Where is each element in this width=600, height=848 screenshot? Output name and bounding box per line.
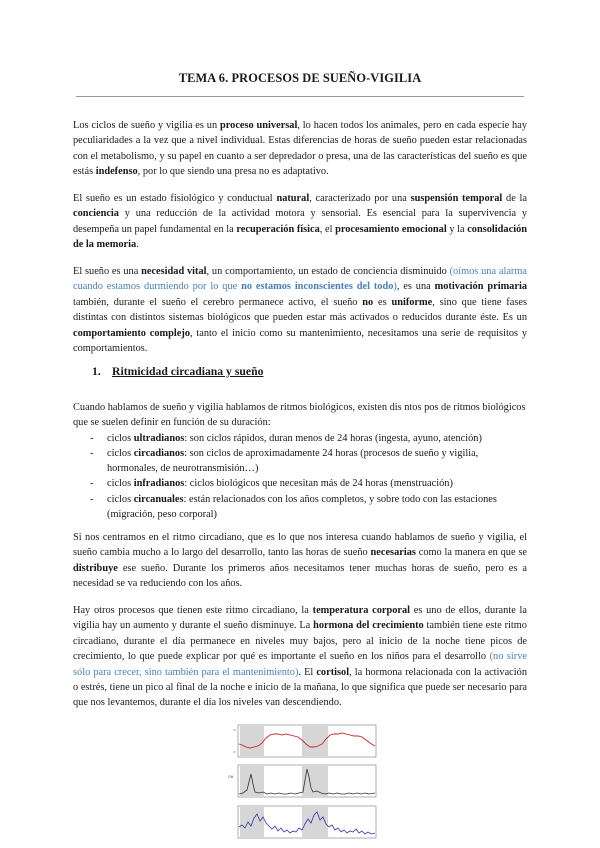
page-title: TEMA 6. PROCESOS DE SUEÑO-VIGILIA [178, 71, 422, 85]
rhythm-types-block [73, 400, 527, 522]
temperature-panel [233, 725, 376, 757]
svg-text:·: · [336, 841, 337, 845]
paragraph-circadian: Si nos centramos en el ritmo circadiano, que es lo que nos interesa cuando hablamos de sueño y vigilia, el sueño cambia mucho a lo largo del desarrollo, tanto las horas de sueño necesarias como la manera en que se distribuye ese sueño. Durante los primeros años necesitamos tener muchas horas de sueño, pero es a necesidad se va reduciendo con los años. [73, 532, 527, 590]
list-item: - ciclos infradianos: ciclos biológicos que necesitan más de 24 horas (menstruación) [90, 478, 453, 490]
growth-hormone-panel [228, 765, 376, 797]
svg-text:·: · [312, 841, 313, 845]
paragraph-definition: El sueño es un estado fisiológico y conductual natural, caracterizado por una suspensión temporal de la conciencia y una reducción de la actividad motora y sensorial. Es esencial para la supervivencia y desempeña un papel fundamental en la recuperación física, el procesamiento emocional y la consolidación de la memoria. [73, 193, 527, 251]
list-item: - ciclos circanuales: están relacionados con los años completos, y sobre todo con las estaciones (migración, peso corporal) [90, 493, 497, 521]
circadian-rhythms-figure [228, 722, 378, 848]
paragraph-necessity: El sueño es una necesidad vital, un comportamiento, un estado de conciencia disminuido (oímos una alarma cuando estamos durmiendo por lo que no estamos inconscientes del todo), es una motivación primaria también, durante el sueño el cerebro permanece activo, el sueño no es uniforme, sino que tiene fases distintas con distintos sistemas biológicos que pueden estar más activados o reducidos durante éste. Es un comportamiento complejo, tanto el inicio como su mantenimiento, necesitamos una serie de requisitos y comportamientos. [73, 266, 527, 355]
svg-text:·: · [360, 841, 361, 845]
svg-text:·: · [240, 841, 241, 845]
paragraph-intro: Los ciclos de sueño y vigilia es un proceso universal, lo hacen todos los animales, pero en cada especie hay peculiaridades a la vez que a nivel individual. Estas diferencias de horas de sueño pueden estar relacionadas con el metabolismo, y su papel en cuanto a ser depredador o presa, una de las características del sueño es que estás indefenso, por lo que siendo una presa no es adaptativo. [73, 120, 527, 178]
list-item: - ciclos circadianos: son ciclos de aproximadamente 24 horas (procesos de sueño y vigilia, hormonales, de neurotransmisión…) [90, 447, 479, 475]
title-divider [76, 96, 524, 97]
section-title: Ritmicidad circadiana y sueño [112, 365, 264, 378]
section-number: 1. [92, 365, 101, 378]
svg-text:GH: GH [228, 775, 234, 779]
rhythm-list [73, 431, 527, 523]
list-item: - ciclos ultradianos: son ciclos rápidos, duran menos de 24 horas (ingesta, ayuno, atención) [90, 432, 482, 444]
list-intro: Cuando hablamos de sueño y vigilia hablamos de ritmos biológicos, existen dis ntos pos de ritmos biológicos que se suelen definir en función de su duración: [73, 402, 526, 429]
cortisol-panel [238, 806, 376, 845]
svg-text:·: · [264, 841, 265, 845]
svg-text:·: · [288, 841, 289, 845]
section-heading [92, 365, 263, 378]
paragraph-processes: Hay otros procesos que tienen este ritmo circadiano, la temperatura corporal es uno de ellos, durante la vigilia hay un aumento y durante el sueño disminuye. La hormona del crecimiento también tiene este ritmo circadiano, durante el día permanece en niveles muy bajos, pero al inicio de la noche tiene picos de crecimiento, lo que puede explicar por qué es importante el sueño en los niños para el desarrollo (no sirve sólo para crecer, sino también para el mantenimiento). El cortisol, la hormona relacionada con la activación o estrés, tiene un pico al final de la noche e inicio de la mañana, lo que significa que puede ser necesario para que nos levantemos, durante el día los niveles van descendiendo. [73, 605, 527, 709]
